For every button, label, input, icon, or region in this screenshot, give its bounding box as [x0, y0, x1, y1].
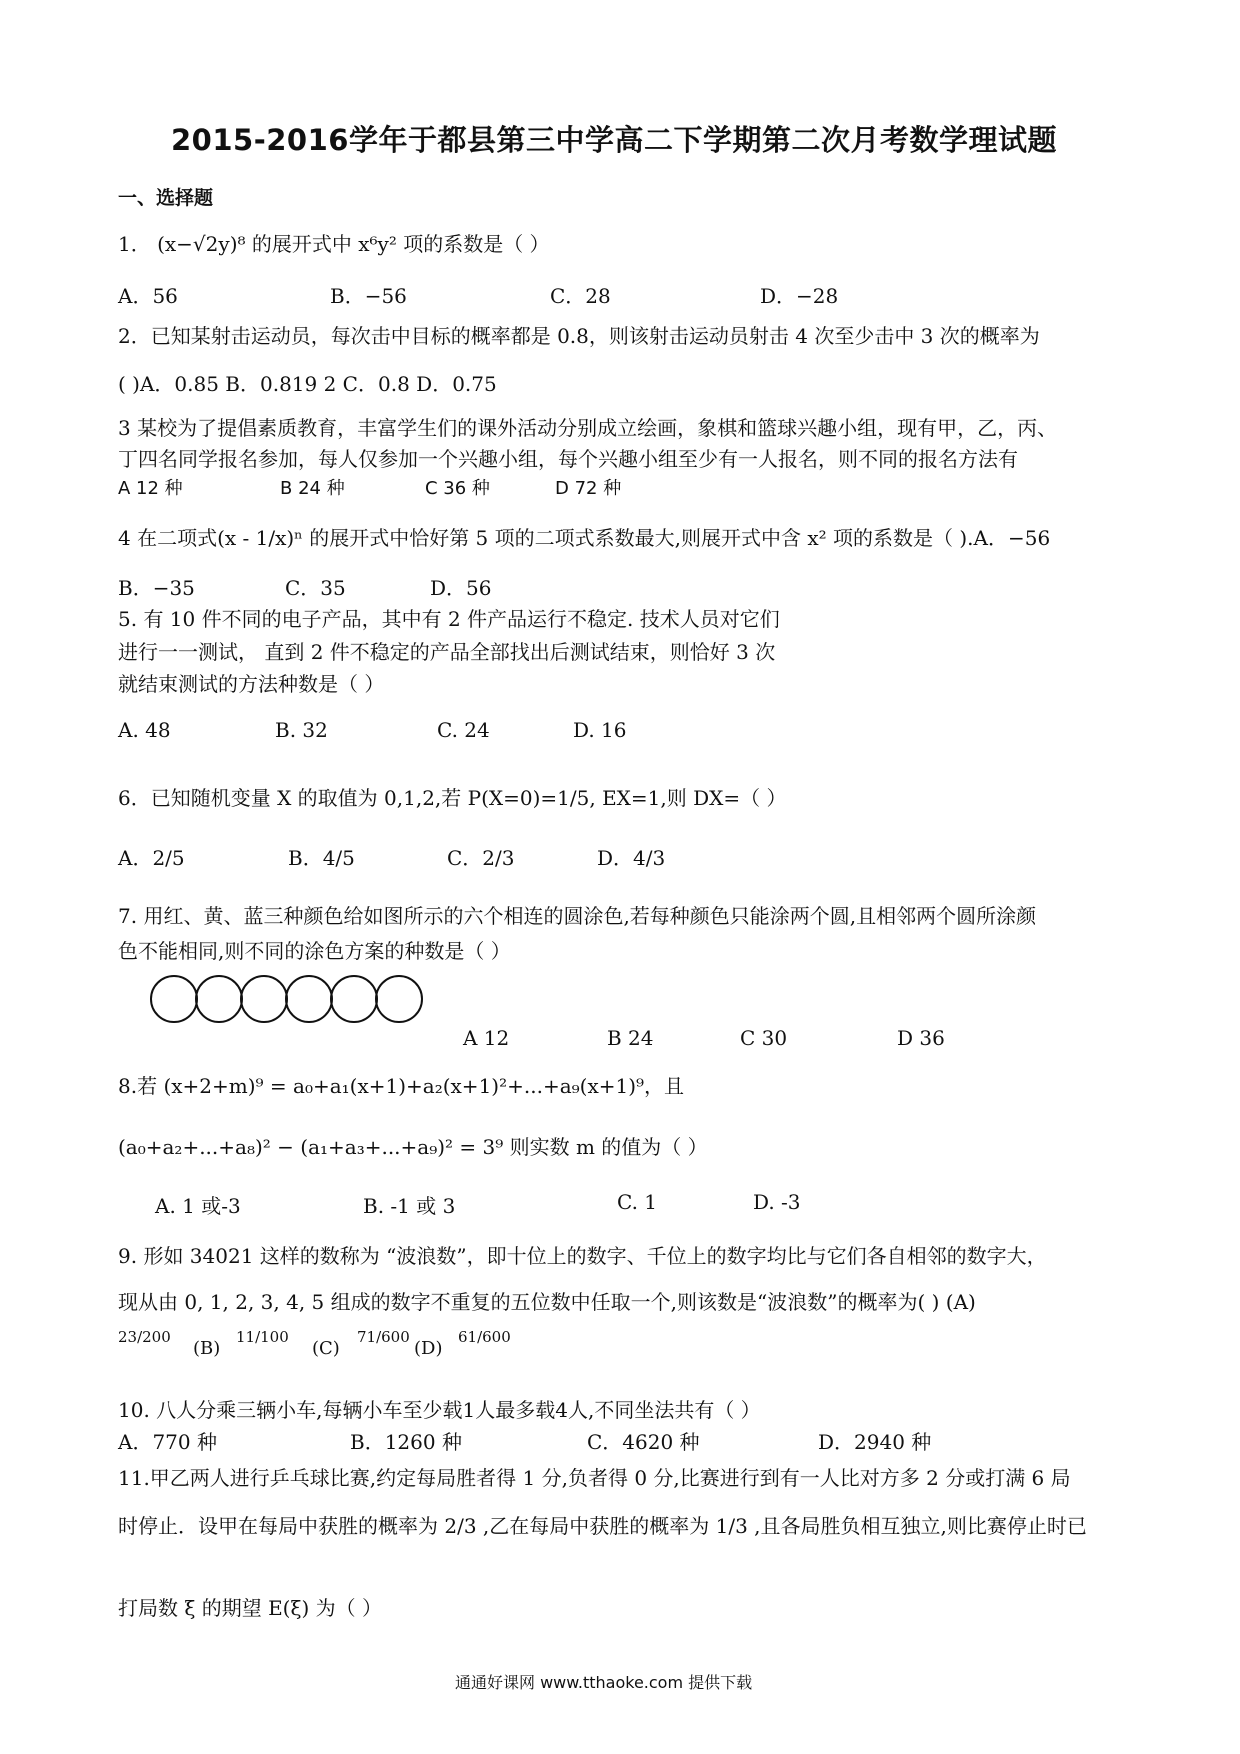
circle-3 [240, 975, 288, 1023]
question-5-line-2: 进行一一测试， 直到 2 件不稳定的产品全部找出后测试结束，则恰好 3 次 [118, 640, 776, 664]
question-1-stem: 1． (x−√2y)⁸ 的展开式中 x⁶y² 项的系数是（ ） [118, 232, 550, 256]
circle-5 [330, 975, 378, 1023]
q3-option-c: C 36 种 [425, 478, 490, 499]
q3-option-a: A 12 种 [118, 478, 183, 499]
question-5-line-3: 就结束测试的方法种数是（ ） [118, 672, 385, 696]
q10-option-a: A．770 种 [118, 1430, 217, 1454]
q4-option-c: C．35 [285, 576, 346, 600]
q7-option-b: B 24 [607, 1026, 654, 1050]
q10-option-d: D．2940 种 [818, 1430, 932, 1454]
q9-option-b-label: (B) [193, 1338, 221, 1359]
q9-option-d-label: (D) [414, 1338, 443, 1359]
question-8-line-1: 8.若 (x+2+m)⁹ = a₀+a₁(x+1)+a₂(x+1)²+...+a₉(x+1)⁹，且 [118, 1074, 685, 1098]
question-10-stem: 10. 八人分乘三辆小车,每辆小车至少载1人最多载4人,不同坐法共有（ ） [118, 1398, 761, 1422]
question-2-options: ( )A．0.85 B．0.819 2 C．0.8 D．0.75 [118, 372, 497, 396]
q5-option-b: B. 32 [275, 718, 328, 742]
q9-option-d: 61/600 [458, 1328, 511, 1346]
q9-option-a: 23/200 [118, 1328, 171, 1346]
question-8-line-2: (a₀+a₂+...+a₈)² − (a₁+a₃+...+a₉)² = 3⁹ 则实数 m 的值为（ ） [118, 1135, 708, 1159]
q5-option-a: A. 48 [118, 718, 171, 742]
q8-option-a: A. 1 或-3 [155, 1194, 241, 1218]
question-6-stem: 6．已知随机变量 X 的取值为 0,1,2,若 P(X=0)=1/5, EX=1,则 DX=（ ） [118, 786, 787, 810]
q1-option-d: D．−28 [760, 284, 839, 308]
question-7-line-1: 7. 用红、黄、蓝三种颜色给如图所示的六个相连的圆涂色,若每种颜色只能涂两个圆,且相邻两个圆所涂颜 [118, 904, 1037, 928]
q7-option-a: A 12 [463, 1026, 510, 1050]
circle-1 [150, 975, 198, 1023]
q8-option-d: D. -3 [753, 1190, 801, 1214]
q6-option-a: A．2/5 [118, 846, 185, 870]
question-9-line-1: 9. 形如 34021 这样的数称为 “波浪数”，即十位上的数字、千位上的数字均比与它们各自相邻的数字大， [118, 1244, 1047, 1268]
question-2-stem: 2．已知某射击运动员，每次击中目标的概率都是 0.8，则该射击运动员射击 4 次至少击中 3 次的概率为 [118, 324, 1040, 348]
q7-option-d: D 36 [897, 1026, 945, 1050]
question-11-line-2: 时停止．设甲在每局中获胜的概率为 2/3 ,乙在每局中获胜的概率为 1/3 ,且各局胜负相互独立,则比赛停止时已 [118, 1514, 1087, 1538]
q5-option-c: C. 24 [437, 718, 490, 742]
question-3-line-1: 3 某校为了提倡素质教育，丰富学生们的课外活动分别成立绘画，象棋和篮球兴趣小组，现有甲，乙，丙、 [118, 416, 1058, 440]
question-11-line-3: 打局数 ξ 的期望 E(ξ) 为（ ） [118, 1596, 383, 1620]
question-5-line-1: 5. 有 10 件不同的电子产品，其中有 2 件产品运行不稳定. 技术人员对它们 [118, 607, 780, 631]
circle-6 [375, 975, 423, 1023]
q3-option-d: D 72 种 [555, 478, 622, 499]
q8-option-b: B. -1 或 3 [363, 1194, 456, 1218]
q7-option-c: C 30 [740, 1026, 788, 1050]
q6-option-d: D．4/3 [597, 846, 666, 870]
circle-2 [195, 975, 243, 1023]
q6-option-c: C．2/3 [447, 846, 515, 870]
q4-option-b: B．−35 [118, 576, 195, 600]
question-7-line-2: 色不能相同,则不同的涂色方案的种数是（ ） [118, 939, 511, 963]
q8-option-c: C. 1 [617, 1190, 658, 1214]
question-9-line-2: 现从由 0, 1, 2, 3, 4, 5 组成的数字不重复的五位数中任取一个,则该数是“波浪数”的概率为( ) (A) [118, 1290, 976, 1314]
page-title: 2015-2016学年于都县第三中学高二下学期第二次月考数学理试题 [171, 123, 1057, 157]
q9-option-b: 11/100 [236, 1328, 289, 1346]
q5-option-d: D. 16 [573, 718, 627, 742]
q9-option-c: 71/600 [357, 1328, 410, 1346]
q9-option-c-label: (C) [312, 1338, 340, 1359]
q4-option-d: D．56 [430, 576, 492, 600]
q3-option-b: B 24 种 [280, 478, 345, 499]
question-3-line-2: 丁四名同学报名参加，每人仅参加一个兴趣小组，每个兴趣小组至少有一人报名，则不同的报名方法有 [118, 447, 1018, 471]
section-heading: 一、选择题 [118, 187, 214, 209]
q1-option-c: C．28 [550, 284, 611, 308]
circle-4 [285, 975, 333, 1023]
page-footer: 通通好课网 www.tthaoke.com 提供下载 [455, 1673, 753, 1692]
q1-option-b: B．−56 [330, 284, 407, 308]
question-4-stem: 4 在二项式(x - 1/x)ⁿ 的展开式中恰好第 5 项的二项式系数最大,则展开式中含 x² 项的系数是（ ).A．−56 [118, 526, 1051, 550]
q10-option-b: B．1260 种 [350, 1430, 462, 1454]
question-11-line-1: 11.甲乙两人进行乒乓球比赛,约定每局胜者得 1 分,负者得 0 分,比赛进行到有一人比对方多 2 分或打满 6 局 [118, 1466, 1071, 1490]
q6-option-b: B．4/5 [288, 846, 355, 870]
q10-option-c: C．4620 种 [587, 1430, 700, 1454]
q1-option-a: A．56 [118, 284, 178, 308]
